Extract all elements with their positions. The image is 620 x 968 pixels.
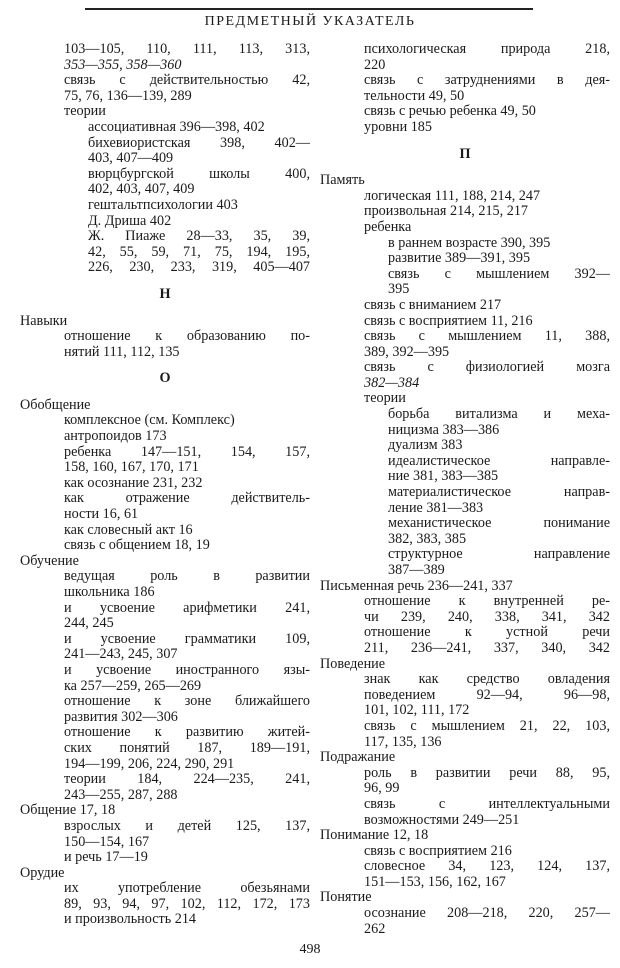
left-entry-line: 42, 55, 59, 71, 75, 194, 195, <box>88 243 310 260</box>
right-entry-line: 382—384 <box>364 374 420 391</box>
right-entry-line: 151—153, 156, 162, 167 <box>364 873 506 890</box>
left-entry-line: связь с действительностью 42, <box>64 72 310 89</box>
left-entry-line: развития 302—306 <box>64 708 178 725</box>
right-entry-line: возможностями 249—251 <box>364 811 520 828</box>
left-entry-line: ка 257—259, 265—269 <box>64 677 202 694</box>
left-entry-line: вюрцбургской школы 400, <box>88 165 310 182</box>
left-entry-line: и усвоение иностранного язы- <box>64 661 310 678</box>
left-entry-line: теории 184, 224—235, 241, <box>64 771 310 788</box>
index-column-right <box>320 42 610 937</box>
right-entry-line: идеалистическое направле- <box>388 452 610 469</box>
right-entry-heading: Письменная речь 236—241, 337 <box>320 577 513 594</box>
left-entry-line: 150—154, 167 <box>64 833 150 850</box>
right-entry-line: теории <box>364 390 406 407</box>
right-entry-line: психологическая природа 218, <box>364 41 610 57</box>
left-entry-line: антропоидов 173 <box>64 428 167 445</box>
right-entry-line: 395 <box>388 281 410 298</box>
right-entry-line: связь с затруднениями в дея- <box>364 72 610 89</box>
left-entry-line: 75, 76, 136—139, 289 <box>64 87 192 104</box>
right-entry-line: дуализм 383 <box>388 437 463 454</box>
right-entry-line: 211, 236—241, 337, 340, 342 <box>364 639 610 656</box>
right-entry-line: поведением 92—94, 96—98, <box>364 686 610 703</box>
right-entry-line: знак как средство овладения <box>364 671 610 688</box>
right-entry-line: логическая 111, 188, 214, 247 <box>364 187 541 204</box>
left-entry-line: 402, 403, 407, 409 <box>88 181 195 198</box>
right-entry-line: связь с восприятием 11, 216 <box>364 312 533 329</box>
left-entry-heading: Общение 17, 18 <box>20 802 116 819</box>
left-entry-line: 241—243, 245, 307 <box>64 646 178 663</box>
left-entry-line: ребенка 147—151, 154, 157, <box>64 443 310 460</box>
right-entry-line: 220 <box>364 56 386 73</box>
left-entry-heading: Навыки <box>20 312 68 329</box>
left-entry-line: 243—255, 287, 288 <box>64 786 178 803</box>
left-entry-line: как отражение действитель- <box>64 490 310 507</box>
header-rule <box>85 8 533 10</box>
left-entry-heading: Орудие <box>20 864 65 881</box>
left-entry-line: 103—105, 110, 111, 113, 313, <box>64 41 310 57</box>
right-entry-line: словесное 34, 123, 124, 137, <box>364 858 610 875</box>
right-entry-heading: Память <box>320 172 365 189</box>
left-entry-line: нятий 111, 112, 135 <box>64 343 180 360</box>
left-entry-line: теории <box>64 103 106 120</box>
left-entry-line: Д. Дриша 402 <box>88 212 172 229</box>
left-spacer <box>20 303 310 314</box>
left-entry-line: связь с общением 18, 19 <box>64 537 210 554</box>
right-entry-line: связь с мышлением 392— <box>388 265 610 282</box>
left-entry-line: бихевиористская 398, 402— <box>88 134 310 151</box>
right-entry-heading: Поведение <box>320 655 386 672</box>
right-entry-line: ребенка <box>364 218 412 235</box>
right-entry-line: уровни 185 <box>364 118 432 135</box>
left-entry-line: комплексное (см. Комплекс) <box>64 412 235 429</box>
left-entry-line: школьника 186 <box>64 584 155 600</box>
right-entry-line: отношение к внутренней ре- <box>364 593 610 610</box>
right-section-letter: П <box>459 145 471 162</box>
left-entry-line: Ж. Пиаже 28—33, 35, 39, <box>88 228 310 245</box>
right-entry-heading: Понимание 12, 18 <box>320 827 429 844</box>
left-entry-heading: Обобщение <box>20 396 91 413</box>
left-entry-line: ности 16, 61 <box>64 506 139 523</box>
right-entry-line: 382, 383, 385 <box>388 530 467 547</box>
right-entry-line: 101, 102, 111, 172 <box>364 702 470 719</box>
right-entry-line: в раннем возрасте 390, 395 <box>388 234 551 251</box>
right-entry-line: развитие 389—391, 395 <box>388 250 531 267</box>
right-entry-line: ние 381, 383—385 <box>388 468 499 485</box>
right-entry-line: связь с мышлением 21, 22, 103, <box>364 717 610 734</box>
right-entry-line: связь с вниманием 217 <box>364 296 502 313</box>
left-entry-line: 244, 245 <box>64 615 114 632</box>
index-column-left <box>20 42 310 928</box>
left-entry-line: 158, 160, 167, 170, 171 <box>64 459 199 476</box>
left-entry-line: 226, 230, 233, 319, 405—407 <box>88 259 310 276</box>
left-entry-line: отношение к образованию по- <box>64 328 310 345</box>
right-entry-line: осознание 208—218, 220, 257— <box>364 905 610 922</box>
right-entry-line: произвольная 214, 215, 217 <box>364 203 529 220</box>
page-header: ПРЕДМЕТНЫЙ УКАЗАТЕЛЬ <box>204 14 416 29</box>
left-section-letter: О <box>159 370 171 387</box>
left-entry-line: как осознание 231, 232 <box>64 474 203 491</box>
left-entry-heading: Обучение <box>20 552 79 569</box>
right-entry-line: роль в развитии речи 88, 95, <box>364 764 610 781</box>
left-entry-line: ведущая роль в развитии <box>64 568 310 585</box>
left-entry-line: и усвоение арифметики 241, <box>64 599 310 616</box>
left-entry-line: ассоциативная 396—398, 402 <box>88 118 265 135</box>
right-entry-line: ницизма 383—386 <box>388 421 500 438</box>
left-entry-line: и усвоение грамматики 109, <box>64 630 310 647</box>
right-entry-line: связь с интеллектуальными <box>364 795 610 812</box>
right-entry-line: 389, 392—395 <box>364 343 450 360</box>
right-entry-line: отношение к устной речи <box>364 624 610 641</box>
right-entry-heading: Подражание <box>320 749 396 766</box>
right-entry-line: связь с физиологией мозга <box>364 359 610 376</box>
right-entry-line: структурное направление <box>388 546 610 563</box>
left-entry-line: ских понятий 187, 189—191, <box>64 739 310 756</box>
right-entry-line: механистическое понимание <box>388 515 610 532</box>
left-entry-line: 194—199, 206, 224, 290, 291 <box>64 755 235 772</box>
right-entry-line: чи 239, 240, 338, 341, 342 <box>364 608 610 625</box>
left-entry-line: и речь 17—19 <box>64 849 148 866</box>
right-entry-line: 262 <box>364 920 386 937</box>
left-entry-line: отношение к развитию житей- <box>64 724 310 741</box>
left-entry-line: взрослых и детей 125, 137, <box>64 817 310 834</box>
right-entry-line: борьба витализма и меха- <box>388 406 610 423</box>
right-entry-line: 387—389 <box>388 562 445 578</box>
page-number: 498 <box>299 942 321 957</box>
left-entry-line: 353—355, 358—360 <box>64 56 182 73</box>
left-entry-line: и произвольность 214 <box>64 911 197 928</box>
left-entry-line: как словесный акт 16 <box>64 521 193 538</box>
left-entry-line: 89, 93, 94, 97, 102, 112, 172, 173 <box>64 895 310 912</box>
right-entry-line: тельности 49, 50 <box>364 87 465 104</box>
right-entry-line: связь с восприятием 216 <box>364 842 512 859</box>
left-entry-line: их употребление обезьянами <box>64 880 310 897</box>
right-entry-line: ление 381—383 <box>388 499 484 516</box>
right-entry-line: связь с мышлением 11, 388, <box>364 328 610 345</box>
left-entry-line: 403, 407—409 <box>88 150 174 167</box>
right-entry-line: материалистическое направ- <box>388 484 610 501</box>
right-entry-line: 117, 135, 136 <box>364 733 442 750</box>
right-entry-line: связь с речью ребенка 49, 50 <box>364 103 536 120</box>
left-entry-line: гештальтпсихологии 403 <box>88 196 238 213</box>
left-entry-line: отношение к зоне ближайшего <box>64 693 310 710</box>
right-spacer <box>320 136 610 147</box>
right-entry-heading: Понятие <box>320 889 372 906</box>
left-section-letter: Н <box>159 285 171 302</box>
right-entry-line: 96, 99 <box>364 780 400 797</box>
